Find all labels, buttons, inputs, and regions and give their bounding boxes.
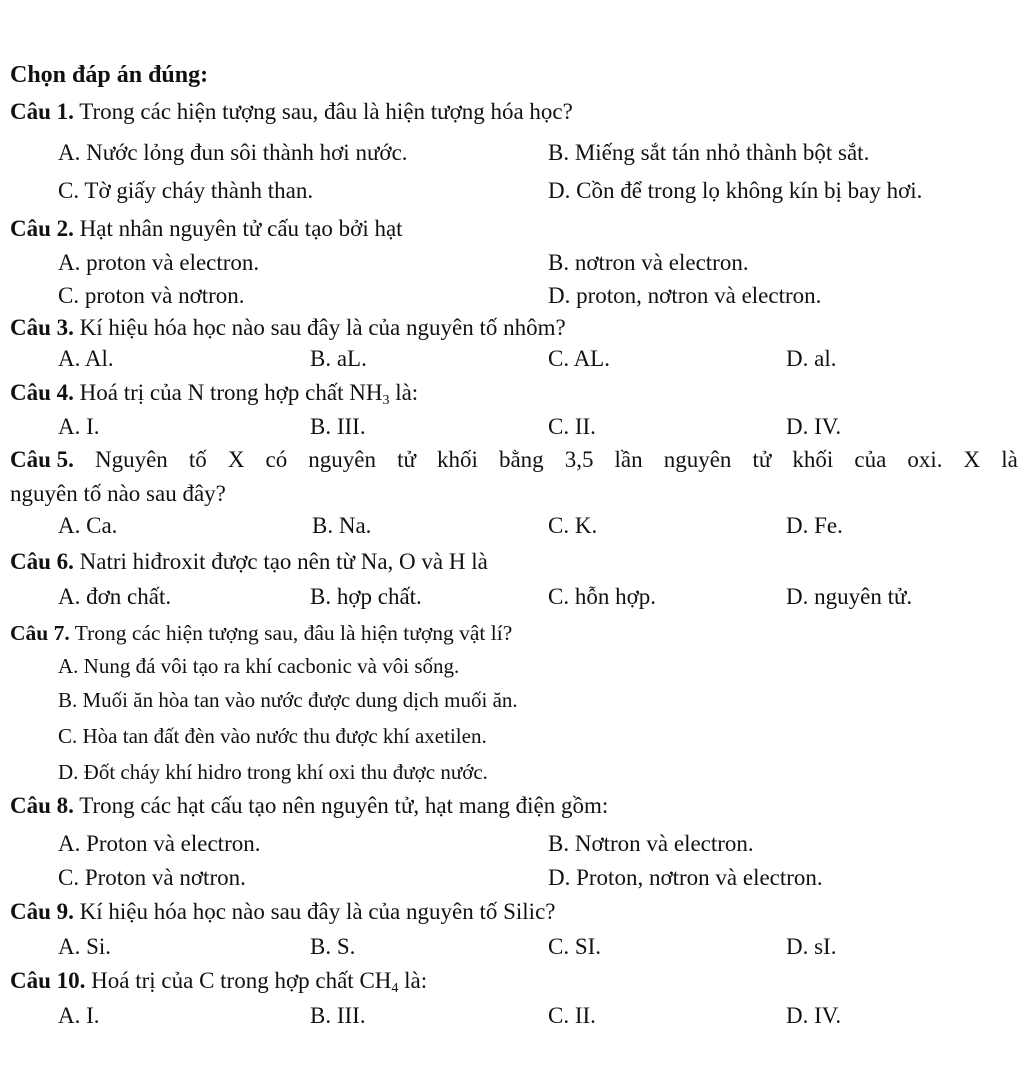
option-3d: D. al. [786, 346, 837, 371]
option-8b: B. Nơtron và electron. [548, 831, 754, 856]
option-4a: A. I. [58, 414, 100, 439]
word: có [265, 447, 288, 472]
question-number: Câu 8. [10, 793, 74, 818]
word: oxi. [907, 447, 943, 472]
word: bằng [498, 447, 544, 472]
word: Nguyên [94, 447, 168, 472]
option-1c: C. Tờ giấy cháy thành than. [58, 178, 314, 203]
question-number: Câu 1. [10, 99, 74, 124]
question-text: Hạt nhân nguyên tử cấu tạo bởi hạt [79, 216, 403, 241]
question-number: Câu 7. [10, 621, 70, 645]
word: là [1001, 447, 1018, 472]
question-text: Kí hiệu hóa học nào sau đây là của nguyên tố nhôm? [79, 315, 566, 340]
option-8c: C. Proton và nơtron. [58, 865, 246, 890]
word: nguyên [308, 447, 376, 472]
question-number: Câu 4. [10, 380, 74, 405]
question-text-end: là: [398, 968, 428, 993]
question-text: Natri hiđroxit được tạo nên từ Na, O và H là [79, 549, 488, 574]
option-6b: B. hợp chất. [310, 584, 422, 609]
question-2 [10, 214, 403, 244]
question-5 [10, 445, 1018, 475]
option-3b: B. aL. [310, 346, 367, 371]
option-9a: A. Si. [58, 934, 112, 959]
question-number: Câu 3. [10, 315, 74, 340]
page-title: Chọn đáp án đúng: [10, 62, 209, 88]
word: khối [792, 447, 834, 472]
word: tử [752, 447, 772, 472]
question-text: Kí hiệu hóa học nào sau đây là của nguyên tố Silic? [79, 899, 556, 924]
question-number: Câu 2. [10, 216, 74, 241]
option-8d: D. Proton, nơtron và electron. [548, 865, 823, 890]
question-text: Trong các hiện tượng sau, đâu là hiện tượng vật lí? [74, 621, 513, 645]
subscript: 3 [382, 393, 390, 408]
question-text-end: là: [389, 380, 419, 405]
question-text: Hoá trị của C trong hợp chất CH [91, 968, 392, 993]
option-7c: C. Hòa tan đất đèn vào nước thu được khí axetilen. [58, 724, 487, 748]
option-2d: D. proton, nơtron và electron. [548, 283, 822, 308]
subscript: 4 [391, 981, 399, 996]
question-6 [10, 547, 488, 577]
word: khối [436, 447, 478, 472]
option-9b: B. S. [310, 934, 356, 959]
question-number: Câu 6. [10, 549, 74, 574]
option-1b: B. Miếng sắt tán nhỏ thành bột sắt. [548, 140, 870, 165]
option-5a: A. Ca. [58, 513, 118, 538]
option-10c: C. II. [548, 1003, 596, 1028]
word: X [963, 447, 981, 472]
option-5b: B. Na. [312, 513, 372, 538]
question-8 [10, 791, 608, 821]
option-10d: D. IV. [786, 1003, 842, 1028]
option-9d: D. sI. [786, 934, 837, 959]
option-7d: D. Đốt cháy khí hidro trong khí oxi thu được nước. [58, 760, 488, 784]
question-1 [10, 97, 573, 127]
option-4d: D. IV. [786, 414, 842, 439]
option-6d: D. nguyên tử. [786, 584, 913, 609]
question-text: Trong các hiện tượng sau, đâu là hiện tượng hóa học? [79, 99, 573, 124]
word: lần [614, 447, 643, 472]
option-3a: A. Al. [58, 346, 114, 371]
question-number: Câu 10. [10, 968, 86, 993]
question-10 [10, 966, 427, 996]
option-8a: A. Proton và electron. [58, 831, 261, 856]
word: nguyên [663, 447, 732, 472]
option-6a: A. đơn chất. [58, 584, 172, 609]
question-text: Hoá trị của N trong hợp chất NH [79, 380, 383, 405]
option-5c: C. K. [548, 513, 598, 538]
question-text: Trong các hạt cấu tạo nên nguyên tử, hạt mang điện gồm: [79, 793, 609, 818]
option-9c: C. SI. [548, 934, 602, 959]
word: tố [188, 447, 207, 472]
option-2a: A. proton và electron. [58, 250, 260, 275]
option-10a: A. I. [58, 1003, 100, 1028]
option-4c: C. II. [548, 414, 596, 439]
question-3 [10, 313, 566, 343]
option-1a: A. Nước lỏng đun sôi thành hơi nước. [58, 140, 408, 165]
option-4b: B. III. [310, 414, 366, 439]
word: của [854, 447, 887, 472]
question-number: Câu 9. [10, 899, 74, 924]
option-2b: B. nơtron và electron. [548, 250, 749, 275]
option-6c: C. hỗn hợp. [548, 584, 657, 609]
option-5d: D. Fe. [786, 513, 843, 538]
option-1d: D. Cồn để trong lọ không kín bị bay hơi. [548, 178, 923, 203]
question-4 [10, 378, 418, 408]
question-7 [10, 618, 512, 648]
option-10b: B. III. [310, 1003, 366, 1028]
question-number: Câu 5. [10, 447, 74, 472]
question-9 [10, 897, 556, 927]
word: 3,5 [564, 447, 594, 472]
option-7a: A. Nung đá vôi tạo ra khí cacbonic và vôi sống. [58, 654, 460, 678]
option-2c: C. proton và nơtron. [58, 283, 245, 308]
question-5-continued: nguyên tố nào sau đây? [10, 481, 226, 506]
word: X [227, 447, 245, 472]
word: tử [397, 447, 416, 472]
option-7b: B. Muối ăn hòa tan vào nước được dung dịch muối ăn. [58, 688, 518, 712]
option-3c: C. AL. [548, 346, 610, 371]
